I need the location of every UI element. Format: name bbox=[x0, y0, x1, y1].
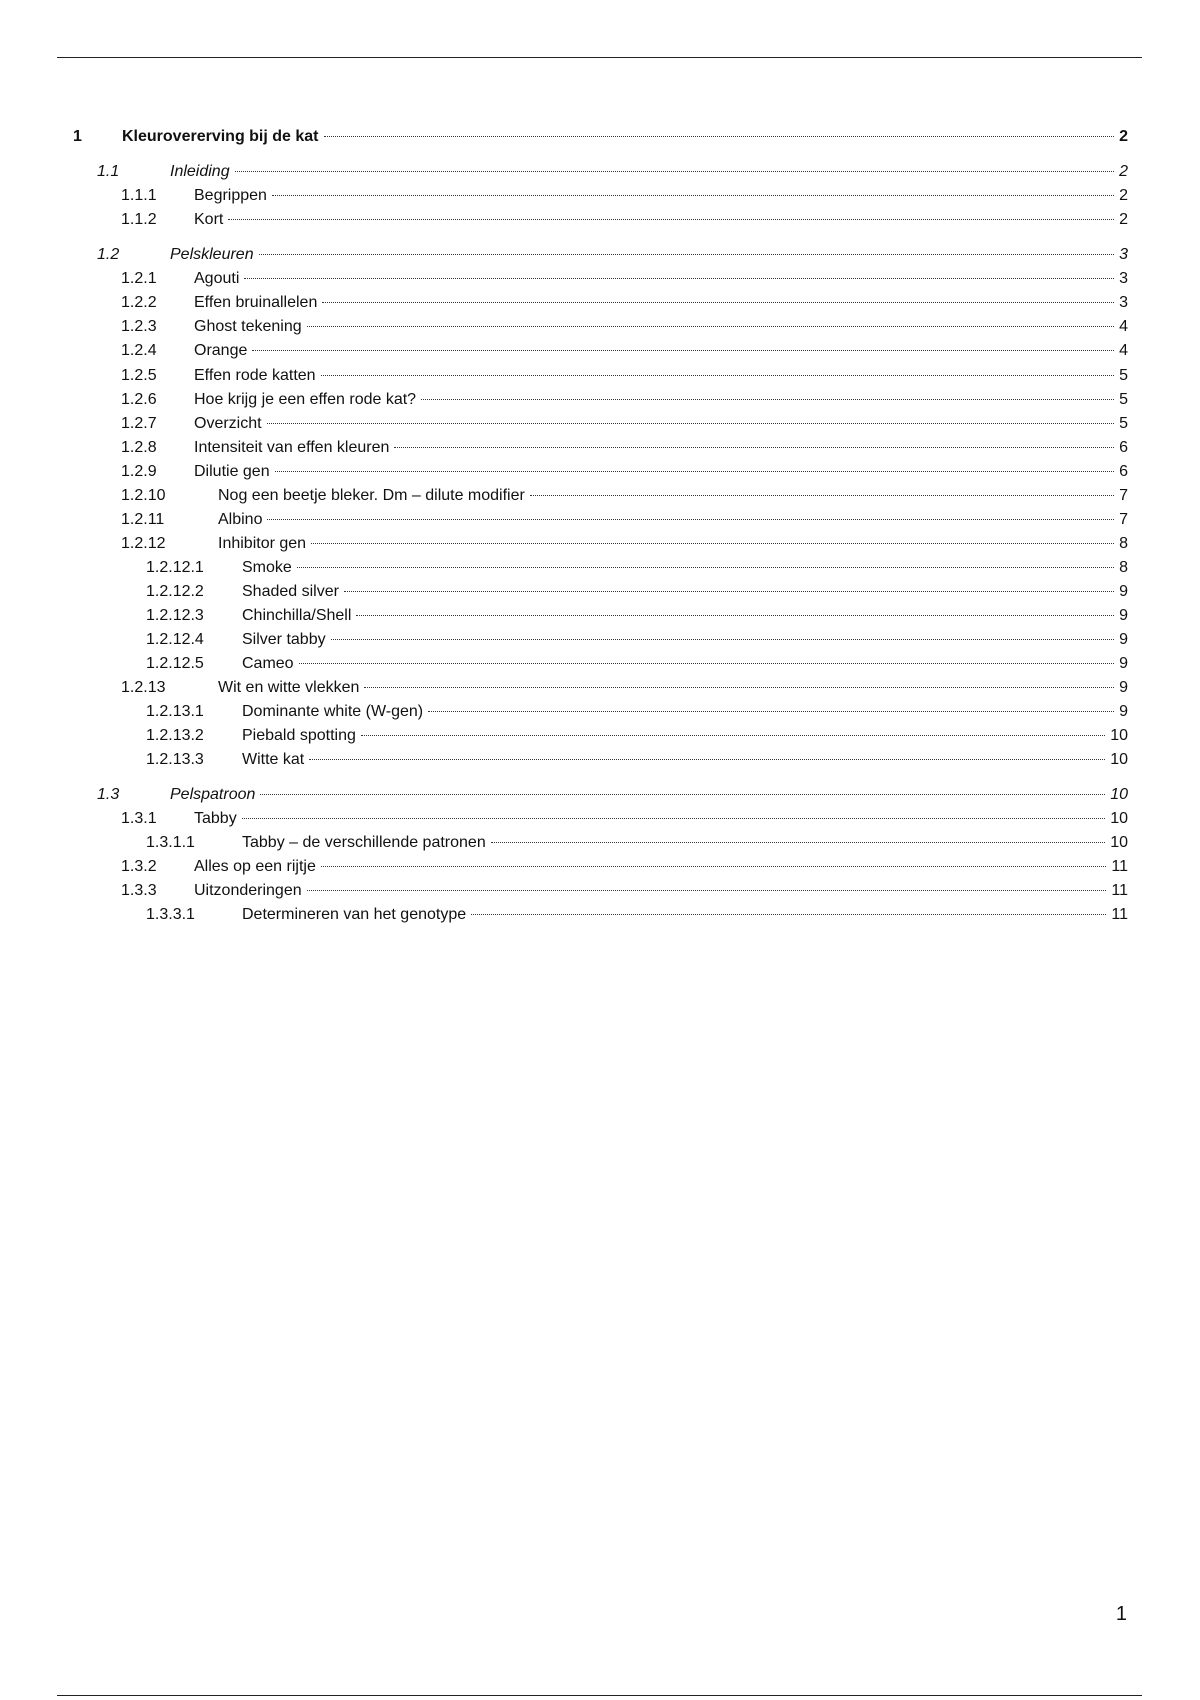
toc-entry[interactable] bbox=[0, 485, 1200, 507]
toc-entry-title-wrap bbox=[218, 533, 1117, 555]
toc-entry-number: 1.2.8 bbox=[121, 439, 157, 456]
toc-entry[interactable] bbox=[0, 749, 1200, 771]
toc-entry-number: 1.2.9 bbox=[121, 463, 157, 480]
toc-entry[interactable] bbox=[0, 677, 1200, 699]
toc-dot-leader bbox=[322, 302, 1114, 303]
toc-entry-title[interactable]: Kleurovererving bij de kat bbox=[122, 126, 321, 148]
toc-entry-title-wrap bbox=[218, 677, 1117, 699]
toc-entry-page: 3 bbox=[1117, 292, 1128, 314]
toc-entry-page: 9 bbox=[1117, 629, 1128, 651]
toc-entry-title-wrap bbox=[242, 832, 1108, 854]
toc-entry-title[interactable]: Inleiding bbox=[170, 161, 232, 183]
toc-dot-leader bbox=[235, 171, 1114, 172]
toc-entry-title-wrap bbox=[218, 509, 1117, 531]
toc-entry-number: 1.2.12.2 bbox=[146, 583, 204, 600]
toc-entry-number: 1.2.12 bbox=[121, 535, 166, 552]
toc-entry[interactable] bbox=[0, 581, 1200, 603]
toc-entry-title[interactable]: Orange bbox=[194, 340, 249, 362]
toc-entry-title[interactable]: Overzicht bbox=[194, 413, 264, 435]
toc-entry-number: 1.2.7 bbox=[121, 415, 157, 432]
toc-entry[interactable] bbox=[0, 725, 1200, 747]
toc-entry-page: 9 bbox=[1117, 581, 1128, 603]
toc-entry-number: 1.2.3 bbox=[121, 318, 157, 335]
toc-entry-title[interactable]: Shaded silver bbox=[242, 581, 341, 603]
toc-entry[interactable] bbox=[0, 389, 1200, 411]
toc-entry[interactable] bbox=[0, 161, 1200, 183]
toc-entry-page: 3 bbox=[1117, 268, 1128, 290]
toc-entry-number: 1.2.12.4 bbox=[146, 631, 204, 648]
toc-entry-title[interactable]: Hoe krijg je een effen rode kat? bbox=[194, 389, 418, 411]
toc-entry-number: 1.2.12.3 bbox=[146, 607, 204, 624]
toc-entry-title[interactable]: Kort bbox=[194, 209, 225, 231]
toc-dot-leader bbox=[394, 447, 1114, 448]
toc-entry-title-wrap bbox=[194, 365, 1117, 387]
toc-entry-number: 1.2 bbox=[97, 246, 120, 263]
toc-entry-title-wrap bbox=[170, 784, 1108, 806]
toc-dot-leader bbox=[297, 567, 1114, 568]
toc-entry-title[interactable]: Smoke bbox=[242, 557, 294, 579]
toc-entry[interactable] bbox=[0, 340, 1200, 362]
toc-entry-title[interactable]: Inhibitor gen bbox=[218, 533, 308, 555]
toc-entry-title-wrap bbox=[122, 126, 1117, 148]
toc-entry-page: 5 bbox=[1117, 413, 1128, 435]
toc-dot-leader bbox=[321, 866, 1107, 867]
toc-dot-leader bbox=[242, 818, 1106, 819]
toc-entry-number: 1.3.1 bbox=[121, 810, 157, 827]
toc-entry-page: 2 bbox=[1117, 126, 1128, 148]
toc-entry-title[interactable]: Nog een beetje bleker. Dm – dilute modifier bbox=[218, 485, 527, 507]
toc-entry-page: 2 bbox=[1117, 185, 1128, 207]
toc-entry-title-wrap bbox=[242, 725, 1108, 747]
toc-entry[interactable] bbox=[0, 365, 1200, 387]
toc-entry-number: 1.2.11 bbox=[121, 511, 165, 528]
toc-dot-leader bbox=[228, 219, 1114, 220]
toc-entry[interactable] bbox=[0, 856, 1200, 878]
toc-entry-page: 8 bbox=[1117, 533, 1128, 555]
toc-entry-number: 1.2.1 bbox=[121, 270, 157, 287]
toc-entry-title[interactable]: Determineren van het genotype bbox=[242, 904, 468, 926]
toc-dot-leader bbox=[311, 543, 1114, 544]
toc-entry-title-wrap bbox=[194, 316, 1117, 338]
toc-entry[interactable] bbox=[0, 880, 1200, 902]
toc-entry[interactable] bbox=[0, 509, 1200, 531]
toc-dot-leader bbox=[309, 759, 1105, 760]
toc-entry-page: 11 bbox=[1109, 904, 1128, 926]
toc-entry-page: 6 bbox=[1117, 461, 1128, 483]
header-rule bbox=[57, 57, 1142, 58]
toc-entry-title-wrap bbox=[194, 413, 1117, 435]
toc-entry-number: 1.3.3 bbox=[121, 882, 157, 899]
toc-entry-number: 1.3.1.1 bbox=[146, 834, 195, 851]
toc-entry-number: 1.2.13 bbox=[121, 679, 166, 696]
toc-entry-page: 10 bbox=[1108, 725, 1128, 747]
toc-entry-number: 1.2.12.1 bbox=[146, 559, 204, 576]
toc-entry-page: 9 bbox=[1117, 653, 1128, 675]
toc-entry[interactable] bbox=[0, 437, 1200, 459]
toc-entry[interactable] bbox=[0, 784, 1200, 806]
toc-entry[interactable] bbox=[0, 209, 1200, 231]
toc-entry-title-wrap bbox=[194, 340, 1117, 362]
toc-dot-leader bbox=[267, 423, 1115, 424]
toc-dot-leader bbox=[356, 615, 1114, 616]
toc-entry-title[interactable]: Effen bruinallelen bbox=[194, 292, 319, 314]
toc-dot-leader bbox=[299, 663, 1115, 664]
toc-entry-page: 4 bbox=[1117, 340, 1128, 362]
toc-entry-page: 5 bbox=[1117, 389, 1128, 411]
toc-entry-title-wrap bbox=[194, 880, 1109, 902]
toc-entry[interactable] bbox=[0, 832, 1200, 854]
toc-dot-leader bbox=[361, 735, 1105, 736]
toc-entry[interactable] bbox=[0, 605, 1200, 627]
toc-entry-title-wrap bbox=[194, 437, 1117, 459]
toc-entry[interactable] bbox=[0, 292, 1200, 314]
toc-entry-page: 10 bbox=[1108, 832, 1128, 854]
toc-entry-title-wrap bbox=[194, 461, 1117, 483]
toc-entry-page: 8 bbox=[1117, 557, 1128, 579]
toc-entry-title-wrap bbox=[242, 653, 1117, 675]
toc-entry[interactable] bbox=[0, 126, 1200, 148]
page-number: 1 bbox=[1115, 1603, 1127, 1625]
toc-dot-leader bbox=[267, 519, 1114, 520]
toc-entry-title-wrap bbox=[242, 557, 1117, 579]
toc-entry-number: 1.1.1 bbox=[121, 187, 157, 204]
toc-entry-title-wrap bbox=[242, 605, 1117, 627]
toc-entry-title-wrap bbox=[194, 856, 1109, 878]
toc-entry-number: 1.3 bbox=[97, 786, 120, 803]
toc-dot-leader bbox=[307, 890, 1107, 891]
toc-entry-title-wrap bbox=[194, 185, 1117, 207]
toc-entry-page: 4 bbox=[1117, 316, 1128, 338]
toc-dot-leader bbox=[491, 842, 1105, 843]
toc-dot-leader bbox=[272, 195, 1114, 196]
toc-entry[interactable] bbox=[0, 701, 1200, 723]
toc-entry-page: 3 bbox=[1117, 244, 1128, 266]
toc-entry[interactable] bbox=[0, 653, 1200, 675]
footer-rule bbox=[57, 1695, 1142, 1696]
toc-dot-leader bbox=[428, 711, 1114, 712]
toc-entry[interactable] bbox=[0, 185, 1200, 207]
toc-entry-number: 1.2.13.1 bbox=[146, 703, 204, 720]
toc-dot-leader bbox=[252, 350, 1114, 351]
toc-entry-title[interactable]: Uitzonderingen bbox=[194, 880, 304, 902]
toc-entry-page: 7 bbox=[1117, 485, 1128, 507]
toc-entry-page: 2 bbox=[1117, 161, 1128, 183]
toc-entry[interactable] bbox=[0, 461, 1200, 483]
toc-entry-title-wrap bbox=[194, 292, 1117, 314]
toc-entry-title[interactable]: Begrippen bbox=[194, 185, 269, 207]
toc-entry-title[interactable]: Agouti bbox=[194, 268, 241, 290]
toc-entry[interactable] bbox=[0, 244, 1200, 266]
toc-entry-page: 9 bbox=[1117, 701, 1128, 723]
toc-entry-number: 1.3.3.1 bbox=[146, 906, 195, 923]
toc-dot-leader bbox=[259, 254, 1114, 255]
toc-entry-title[interactable]: Tabby – de verschillende patronen bbox=[242, 832, 488, 854]
toc-entry-title[interactable]: Tabby bbox=[194, 808, 239, 830]
toc-entry-number: 1.2.10 bbox=[121, 487, 166, 504]
toc-entry-page: 7 bbox=[1117, 509, 1128, 531]
toc-entry-title[interactable]: Effen rode katten bbox=[194, 365, 318, 387]
toc-entry-title[interactable]: Piebald spotting bbox=[242, 725, 358, 747]
toc-dot-leader bbox=[530, 495, 1114, 496]
toc-dot-leader bbox=[275, 471, 1114, 472]
toc-entry[interactable] bbox=[0, 904, 1200, 926]
toc-entry-number: 1.2.6 bbox=[121, 391, 157, 408]
toc-entry[interactable] bbox=[0, 413, 1200, 435]
toc-entry[interactable] bbox=[0, 557, 1200, 579]
toc-entry-number: 1.2.5 bbox=[121, 367, 157, 384]
toc-dot-leader bbox=[344, 591, 1114, 592]
toc-entry-title[interactable]: Pelskleuren bbox=[170, 244, 256, 266]
toc-dot-leader bbox=[331, 639, 1115, 640]
toc-dot-leader bbox=[421, 399, 1114, 400]
toc-entry[interactable] bbox=[0, 629, 1200, 651]
toc-entry-page: 5 bbox=[1117, 365, 1128, 387]
toc-entry-page: 9 bbox=[1117, 677, 1128, 699]
toc-entry-title[interactable]: Pelspatroon bbox=[170, 784, 257, 806]
toc-entry[interactable] bbox=[0, 268, 1200, 290]
toc-dot-leader bbox=[307, 326, 1114, 327]
toc-entry-title-wrap bbox=[194, 808, 1108, 830]
toc-dot-leader bbox=[364, 687, 1114, 688]
toc-entry-page: 11 bbox=[1109, 880, 1128, 902]
toc-entry[interactable] bbox=[0, 316, 1200, 338]
toc-entry-title-wrap bbox=[194, 268, 1117, 290]
toc-entry-title-wrap bbox=[242, 581, 1117, 603]
toc-entry-page: 2 bbox=[1117, 209, 1128, 231]
toc-entry-page: 6 bbox=[1117, 437, 1128, 459]
toc-entry-number: 1.1.2 bbox=[121, 211, 157, 228]
toc-entry-title[interactable]: Wit en witte vlekken bbox=[218, 677, 361, 699]
toc-entry-page: 10 bbox=[1108, 749, 1128, 771]
toc-entry-title-wrap bbox=[218, 485, 1117, 507]
toc-entry[interactable] bbox=[0, 533, 1200, 555]
toc-entry-number: 1.1 bbox=[97, 163, 120, 180]
toc-entry-number: 1 bbox=[73, 128, 82, 145]
toc-entry-title[interactable]: Alles op een rijtje bbox=[194, 856, 318, 878]
toc-entry-title-wrap bbox=[242, 904, 1109, 926]
toc-entry-number: 1.3.2 bbox=[121, 858, 157, 875]
toc-entry-title[interactable]: Cameo bbox=[242, 653, 296, 675]
toc-entry-title-wrap bbox=[242, 701, 1117, 723]
toc-entry-number: 1.2.12.5 bbox=[146, 655, 204, 672]
toc-entry-title[interactable]: Witte kat bbox=[242, 749, 306, 771]
toc-entry-title[interactable]: Chinchilla/Shell bbox=[242, 605, 353, 627]
toc-entry-title-wrap bbox=[170, 161, 1117, 183]
toc-entry-title-wrap bbox=[194, 389, 1117, 411]
toc-entry-title-wrap bbox=[242, 749, 1108, 771]
toc-entry-page: 10 bbox=[1108, 784, 1128, 806]
toc-dot-leader bbox=[260, 794, 1105, 795]
toc-entry-page: 10 bbox=[1108, 808, 1128, 830]
toc-entry-page: 11 bbox=[1109, 856, 1128, 878]
toc-entry-number: 1.2.4 bbox=[121, 342, 157, 359]
toc-entry-title-wrap bbox=[194, 209, 1117, 231]
toc-entry-number: 1.2.13.2 bbox=[146, 727, 204, 744]
toc-entry-number: 1.2.13.3 bbox=[146, 751, 204, 768]
toc-entry-title[interactable]: Dilutie gen bbox=[194, 461, 272, 483]
toc-entry-page: 9 bbox=[1117, 605, 1128, 627]
toc-entry-title[interactable]: Albino bbox=[218, 509, 264, 531]
toc-entry-title[interactable]: Ghost tekening bbox=[194, 316, 304, 338]
toc-entry[interactable] bbox=[0, 808, 1200, 830]
toc-entry-number: 1.2.2 bbox=[121, 294, 157, 311]
toc-entry-title[interactable]: Silver tabby bbox=[242, 629, 328, 651]
toc-entry-title[interactable]: Dominante white (W-gen) bbox=[242, 701, 425, 723]
toc-entry-title[interactable]: Intensiteit van effen kleuren bbox=[194, 437, 391, 459]
toc-dot-leader bbox=[471, 914, 1106, 915]
toc-dot-leader bbox=[324, 136, 1115, 137]
toc-dot-leader bbox=[321, 375, 1115, 376]
toc-entry-title-wrap bbox=[170, 244, 1117, 266]
toc-dot-leader bbox=[244, 278, 1114, 279]
toc-entry-title-wrap bbox=[242, 629, 1117, 651]
